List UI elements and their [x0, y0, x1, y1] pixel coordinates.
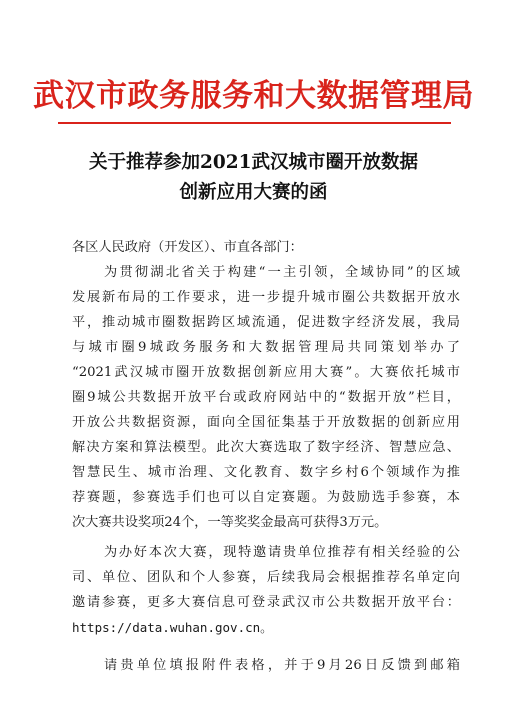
paragraph-1-line: 荐赛题，参赛选手们也可以自定赛题。为鼓励选手参赛，本	[72, 490, 460, 505]
paragraph-1-line: 平，推动城市圈数据跨区域流通，促进数字经济发展，我局	[72, 315, 460, 330]
paragraph-2-line: 司、单位、团队和个人参赛，后续我局会根据推荐名单定向	[72, 570, 460, 585]
issuing-authority-header: 武汉市政务服务和大数据管理局	[33, 78, 474, 114]
paragraph-2-line: 为办好本次大赛，现特邀请贵单位推荐有相关经验的公	[104, 545, 460, 560]
paragraph-1-line: 为贯彻湖北省关于构建“一主引领，全域协同”的区域	[104, 265, 460, 280]
paragraph-1-line: 圈9城公共数据开放平台或政府网站中的“数据开放”栏目，	[72, 390, 460, 405]
paragraph-3-line: 请贵单位填报附件表格，并于9月26日反馈到邮箱	[104, 658, 460, 673]
paragraph-1-line: 开放公共数据资源，面向全国征集基于开放数据的创新应用	[72, 415, 460, 430]
red-header-divider	[58, 122, 451, 124]
salutation: 各区人民政府（开发区）、市直各部门：	[72, 240, 303, 255]
document-title-line-2: 创新应用大赛的函	[179, 182, 328, 203]
document-title-line-1: 关于推荐参加2021武汉城市圈开放数据	[89, 152, 418, 173]
platform-url: https://data.wuhan.gov.cn。	[72, 620, 273, 635]
paragraph-1-line: 解决方案和算法模型。此次大赛选取了数字经济、智慧应急、	[72, 440, 460, 455]
paragraph-2-line: 邀请参赛，更多大赛信息可登录武汉市公共数据开放平台：	[72, 595, 460, 610]
paragraph-1-line: 智慧民生、城市治理、文化教育、数字乡村6个领域作为推	[72, 465, 460, 480]
paragraph-1-line: 发展新布局的工作要求，进一步提升城市圈公共数据开放水	[72, 290, 460, 305]
paragraph-1-line: 与城市圈9城政务服务和大数据管理局共同策划举办了	[72, 340, 460, 355]
paragraph-1-line: 次大赛共设奖项24个，一等奖奖金最高可获得3万元。	[72, 515, 388, 530]
paragraph-1-line: “2021武汉城市圈开放数据创新应用大赛”。大赛依托城市	[72, 365, 460, 380]
